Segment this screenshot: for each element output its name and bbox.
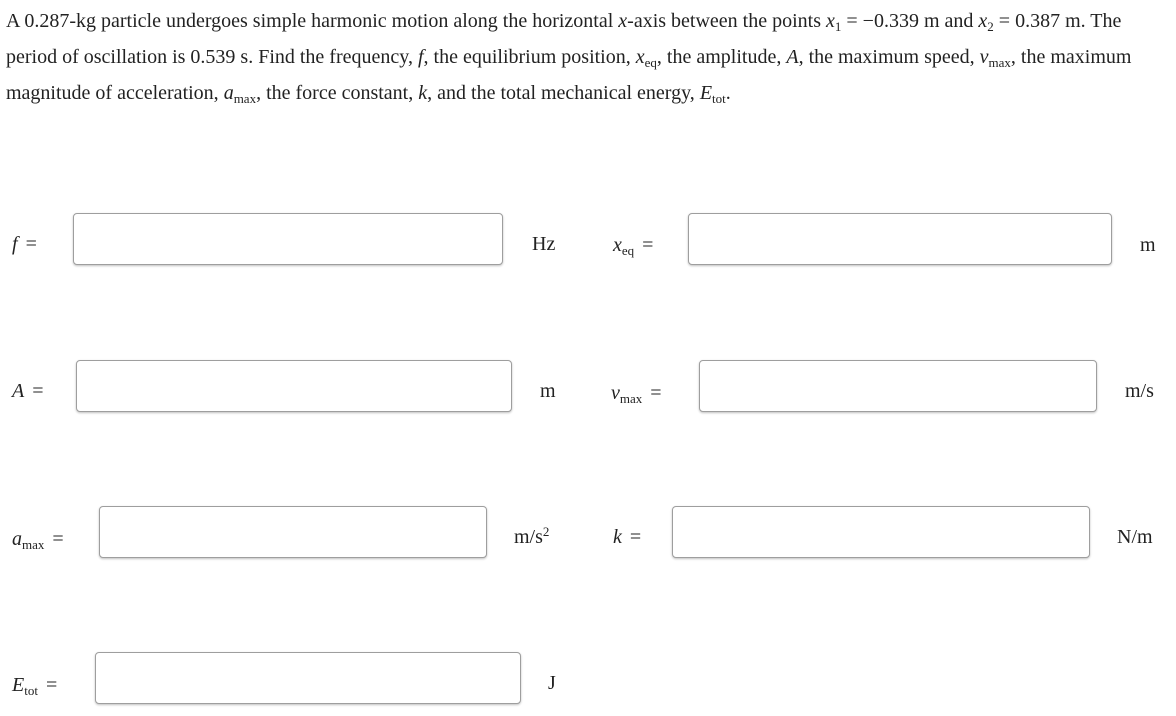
max-speed-unit: m/s — [1125, 380, 1154, 402]
equilibrium-position-input[interactable] — [688, 213, 1112, 265]
max-acceleration-input[interactable] — [99, 506, 487, 558]
max-acceleration-unit: $m/s^2$ — [514, 524, 550, 548]
frequency-label: f = — [12, 233, 37, 255]
max-acceleration-label: $a_{max}$ = — [12, 528, 64, 552]
force-constant-label: k = — [613, 526, 642, 548]
equilibrium-position-label: $x_{eq}$ = — [613, 234, 654, 258]
total-energy-input[interactable] — [95, 652, 521, 704]
amplitude-label: A = — [12, 380, 44, 402]
amplitude-input[interactable] — [76, 360, 512, 412]
max-speed-input[interactable] — [699, 360, 1097, 412]
equilibrium-position-unit: m — [1140, 234, 1156, 256]
frequency-input[interactable] — [73, 213, 503, 265]
max-speed-label: $v_{max}$ = — [611, 382, 662, 406]
amplitude-unit: m — [540, 380, 556, 402]
force-constant-unit: N/m — [1117, 526, 1153, 548]
frequency-unit: Hz — [532, 233, 556, 255]
total-energy-label: $E_{tot}$ = — [12, 674, 58, 698]
total-energy-unit: J — [548, 672, 556, 694]
problem-statement: A 0.287-kg particle undergoes simple harmonic motion along the horizontal x-axis between the points $x_1 = -0.339$ m and $x_2 = 0.387$ m. The period of oscillation is 0.539 s. Find the frequency, f, the equilibrium position, $x_{eq}$, the amplitude, A, the maximum speed, $v_{max}$, the maximum magnitude of acceleration, $a_{max}$, the force constant, k, and the total mechanical energy, $E_{tot}$. — [6, 10, 1132, 106]
force-constant-input[interactable] — [672, 506, 1090, 558]
